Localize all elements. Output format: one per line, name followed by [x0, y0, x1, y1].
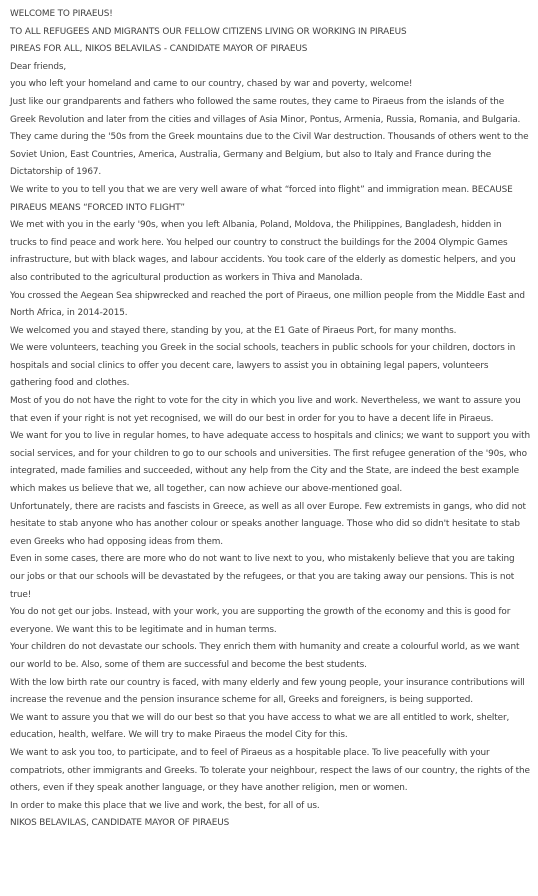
- paragraph: you who left your homeland and came to our country, chased by war and poverty, welcome!: [10, 79, 413, 90]
- paragraph: Your children do not devastate our schools. They enrich them with humanity and create a colourful world, as we want our world to be. Also, some of them are successful and become the best students.: [10, 642, 520, 670]
- paragraph: They came during the '50s from the Greek mountains due to the Civil War destruction. Thousands of others went to the Soviet Union, East Countries, America, Australia, Germany and Belgium, but also to Italy and France during the Dictatorship of 1967.: [10, 132, 529, 178]
- paragraph: You do not get our jobs. Instead, with your work, you are supporting the growth of the economy and this is good for everyone. We want this to be legitimate and in human terms.: [10, 607, 511, 635]
- letter-title: WELCOME TO PIRAEUS!: [10, 9, 113, 19]
- letter-subtitle: TO ALL REFUGEES AND MIGRANTS OUR FELLOW CITIZENS LIVING OR WORKING IN PIRAEUS: [10, 26, 407, 37]
- paragraph: We write to you to tell you that we are very well aware of what “forced into flight” and immigration mean. BECAUSE PIRAEUS MEANS “FORCED INTO FLIGHT”: [10, 184, 513, 213]
- paragraph: We were volunteers, teaching you Greek in the social schools, teachers in public schools for your children, doctors in hospitals and social clinics to offer you decent care, lawyers to assist you in obtaining legal papers, volunteers gathering food and clothes.: [10, 343, 516, 389]
- paragraph: In order to make this place that we live and work, the best, for all of us.: [10, 800, 320, 811]
- paragraph: Even in some cases, there are more who do not want to live next to you, who mistakenly believe that you are taking our jobs or that our schools will be devastated by the refugees, or that you are taking away our pensions. This is not true!: [10, 554, 515, 600]
- paragraph: We welcomed you and stayed there, standing by you, at the E1 Gate of Piraeus Port, for many months.: [10, 325, 457, 336]
- paragraph: You crossed the Aegean Sea shipwrecked and reached the port of Piraeus, one million people from the Middle East and North Africa, in 2014-2015.: [10, 290, 525, 319]
- paragraph: With the low birth rate our country is faced, with many elderly and few young people, your insurance contributions will increase the revenue and the pension insurance scheme for all, Greeks and foreigners, is being supported.: [10, 677, 525, 706]
- paragraph: We want for you to live in regular homes, to have adequate access to hospitals and clinics; we want to support you with social services, and for your children to go to our schools and universities. The first refugee generation of the '90s, who integrated, made families and succeeded, without any help from the City and the State, are indeed the best example which makes us believe that we, all together, can now achieve our above-mentioned goal.: [10, 431, 530, 495]
- paragraph: Just like our grandparents and fathers who followed the same routes, they came to Piraeus from the islands of the Greek Revolution and later from the cities and villages of Asia Minor, Pontus, Armenia, Russia, Romania, and Bulgaria.: [10, 96, 521, 125]
- paragraph: We met with you in the early '90s, when you left Albania, Poland, Moldova, the Philippines, Bangladesh, hidden in trucks to find peace and work here. You helped our country to construct the buildings for the 2004 Olympic Games infrastructure, but with black wages, and labour accidents. You took care of the elderly as domestic helpers, and you also contributed to the agricultural production as workers in Thiva and Manolada.: [10, 220, 516, 283]
- paragraph: We want to ask you too, to participate, and to feel of Piraeus as a hospitable place. To live peacefully with your compatriots, other immigrants and Greeks. To tolerate your neighbour, respect the laws of our country, the rights of the others, even if they speak another language, or they have another religion, men or women.: [10, 747, 530, 794]
- campaign-line: PIREAS FOR ALL, NIKOS BELAVILAS - CANDIDATE MAYOR OF PIRAEUS: [10, 44, 308, 55]
- signature: NIKOS BELAVILAS, CANDIDATE MAYOR OF PIRAEUS: [10, 818, 230, 829]
- paragraph: Most of you do not have the right to vote for the city in which you live and work. Nevertheless, we want to assure you that even if your right is not yet recognised, we will do our best in order for you to have a decent life in Piraeus.: [10, 396, 521, 424]
- paragraph: Unfortunately, there are racists and fascists in Greece, as well as all over Europe. Few extremists in gangs, who did not hesitate to stab anyone who has another colour or speaks another language. Those who did so didn't hesitate to stab even Greeks who had opposing ideas from them.: [10, 501, 526, 547]
- paragraph: We want to assure you that we will do our best so that you have access to what we are all entitled to work, shelter, education, health, welfare. We will try to make Piraeus the model City for this.: [10, 712, 510, 741]
- greeting: Dear friends,: [10, 61, 67, 72]
